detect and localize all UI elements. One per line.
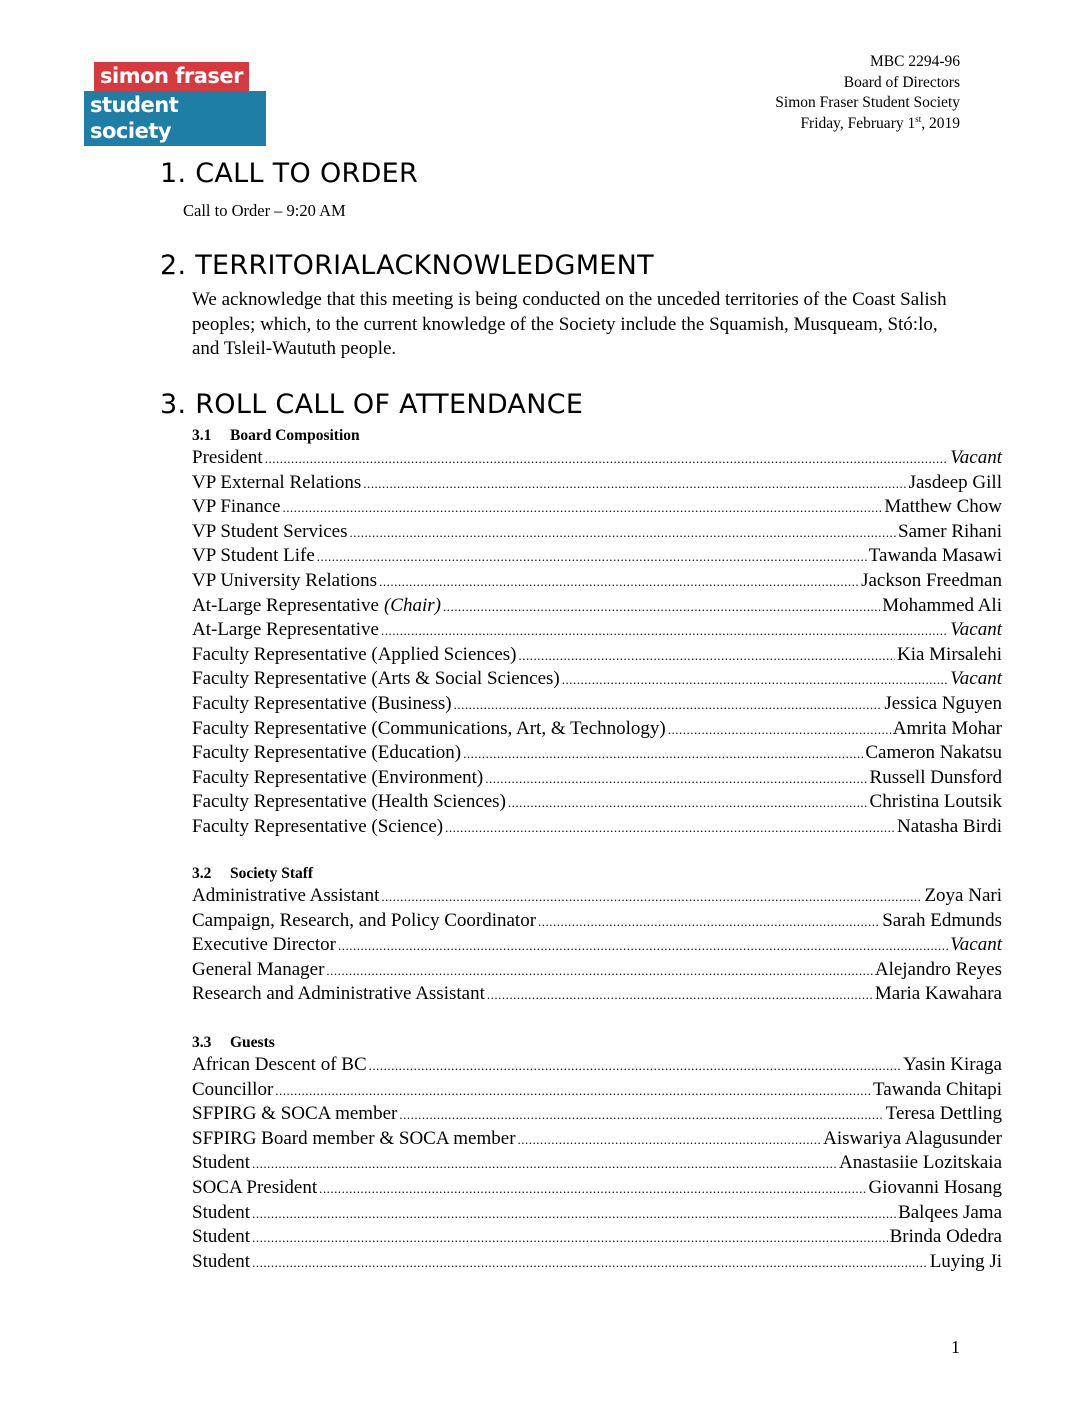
roster-role: Faculty Representative (Education) [192, 742, 462, 764]
date-prefix: Friday, February 1 [800, 114, 916, 132]
roster-name: Brinda Odedra [889, 1226, 1002, 1248]
roster-name: Balqees Jama [898, 1201, 1002, 1223]
roster-role: Faculty Representative (Applied Sciences) [192, 643, 517, 665]
roster-row [192, 1251, 1002, 1276]
roster-name: Vacant [950, 668, 1002, 690]
roster-row [192, 791, 1002, 816]
dot-leader [443, 599, 880, 615]
subhead-number: 3.1 [192, 427, 212, 444]
heading-roll-call: 3. ROLL CALL OF ATTENDANCE [160, 389, 584, 420]
page-number: 1 [951, 1337, 960, 1357]
subhead-title: Guests [230, 1034, 275, 1051]
roster-name: Sarah Edmunds [882, 909, 1002, 931]
roster-name: Jackson Freedman [861, 569, 1002, 591]
roster-row [192, 983, 1002, 1008]
roster-name: Vacant [950, 447, 1002, 468]
sfss-logo [84, 62, 266, 146]
roster-role: Student [192, 1152, 251, 1174]
roster-row [192, 959, 1002, 984]
dot-leader [252, 1156, 837, 1172]
dot-leader [399, 1107, 883, 1123]
roster-name: Russell Dunsford [869, 766, 1002, 788]
subhead-number: 3.2 [192, 865, 212, 882]
roster-role: VP External Relations [192, 471, 362, 493]
heading-call-to-order: 1. CALL TO ORDER [160, 158, 419, 189]
roster-role: Faculty Representative (Arts & Social Sciences) [192, 668, 560, 690]
roster-row [192, 447, 1002, 472]
dot-leader [363, 476, 906, 492]
roster-name: Matthew Chow [884, 496, 1002, 518]
roster-role: VP Finance [192, 496, 281, 518]
roster-name: Maria Kawahara [874, 983, 1002, 1005]
roster-row [192, 1202, 1002, 1227]
roster-role: SFPIRG & SOCA member [192, 1103, 398, 1125]
dot-leader [369, 1058, 901, 1074]
roster-role-note: (Chair) [383, 594, 441, 616]
roster-name: Cameron Nakatsu [865, 742, 1002, 764]
society-staff-list [192, 885, 1002, 1008]
roster-row [192, 644, 1002, 669]
roster-role: Faculty Representative (Communications, Art, & Technology) [192, 717, 666, 739]
subhead-title: Society Staff [230, 865, 314, 882]
dot-leader [265, 451, 949, 467]
dot-leader [487, 987, 873, 1003]
roster-row [192, 545, 1002, 570]
document-header [775, 52, 960, 134]
roster-role: At-Large Representative [192, 594, 379, 616]
doc-number: MBC 2294-96 [870, 53, 960, 70]
roster-role: President [192, 447, 263, 468]
roster-row [192, 1128, 1002, 1153]
roster-row [192, 595, 1002, 620]
roster-role: Administrative Assistant [192, 885, 380, 906]
roster-row [192, 619, 1002, 644]
subhead-guests [192, 1034, 275, 1052]
dot-leader [538, 914, 880, 930]
logo-line-1: simon fraser [94, 62, 249, 91]
roster-name: Amrita Mohar [892, 717, 1002, 739]
roster-role: Campaign, Research, and Policy Coordinator [192, 909, 537, 931]
roster-name: Christina Loutsik [869, 791, 1002, 813]
dot-leader [454, 697, 883, 713]
roster-role: VP Student Life [192, 545, 315, 567]
roster-name: Teresa Dettling [885, 1103, 1002, 1125]
roster-role: Faculty Representative (Health Sciences) [192, 791, 506, 813]
roster-role: African Descent of BC [192, 1054, 367, 1075]
call-to-order-text: Call to Order – 9:20 AM [183, 201, 346, 220]
dot-leader [485, 771, 867, 787]
roster-name: Jasdeep Gill [908, 471, 1002, 493]
roster-role: Faculty Representative (Business) [192, 692, 452, 714]
roster-row [192, 742, 1002, 767]
roster-role: Student [192, 1250, 251, 1272]
dot-leader [518, 1132, 822, 1148]
roster-name: Zoya Nari [924, 885, 1002, 906]
roster-name: Vacant [950, 934, 1002, 956]
roster-row [192, 1054, 1002, 1079]
roster-role: Student [192, 1201, 251, 1223]
roster-name: Aiswariya Alagusunder [823, 1127, 1002, 1149]
dot-leader [518, 648, 895, 664]
board-name: Board of Directors [843, 73, 960, 91]
subhead-society-staff [192, 865, 313, 883]
roster-row [192, 693, 1002, 718]
logo-line-2: student society [84, 91, 266, 146]
date-suffix-sup: st [915, 113, 922, 124]
roster-role: Student [192, 1226, 251, 1248]
roster-row [192, 1079, 1002, 1104]
roster-role: SFPIRG Board member & SOCA member [192, 1127, 516, 1149]
roster-name: Tawanda Chitapi [873, 1078, 1002, 1100]
roster-role: Faculty Representative (Environment) [192, 766, 484, 788]
roster-name: Kia Mirsalehi [896, 643, 1002, 665]
dot-leader [562, 672, 949, 688]
roster-row [192, 910, 1002, 935]
roster-row [192, 1152, 1002, 1177]
heading-territorial-acknowledgment: 2. TERRITORIALACKNOWLEDGMENT [160, 250, 654, 281]
roster-role: Executive Director [192, 934, 337, 956]
org-name: Simon Fraser Student Society [775, 94, 960, 111]
dot-leader [326, 963, 872, 979]
dot-leader [319, 1181, 866, 1197]
dot-leader [381, 623, 948, 639]
dot-leader [338, 938, 948, 954]
roster-role: At-Large Representative [192, 619, 379, 641]
dot-leader [252, 1230, 888, 1246]
roster-name: Samer Rihani [898, 520, 1002, 542]
roster-row [192, 472, 1002, 497]
roster-row [192, 570, 1002, 595]
dot-leader [317, 549, 867, 565]
roster-name: Vacant [950, 619, 1002, 641]
roster-name: Alejandro Reyes [874, 958, 1002, 980]
roster-name: Giovanni Hosang [868, 1176, 1002, 1198]
roster-row [192, 1177, 1002, 1202]
roster-role: General Manager [192, 958, 325, 980]
dot-leader [350, 525, 897, 541]
dot-leader [445, 820, 895, 836]
meeting-date [775, 114, 960, 135]
guests-list [192, 1054, 1002, 1275]
dot-leader [275, 1083, 871, 1099]
roster-name: Luying Ji [929, 1250, 1002, 1272]
dot-leader [668, 722, 891, 738]
roster-row [192, 1103, 1002, 1128]
roster-role: VP Student Services [192, 520, 348, 542]
roster-row [192, 521, 1002, 546]
subhead-board-composition [192, 427, 360, 445]
roster-name: Anastasiie Lozitskaia [838, 1152, 1002, 1174]
roster-role: Councillor [192, 1078, 274, 1100]
dot-leader [252, 1255, 928, 1271]
roster-name: Mohammed Ali [882, 594, 1002, 616]
dot-leader [381, 889, 922, 905]
roster-role: VP University Relations [192, 569, 378, 591]
territorial-acknowledgment-text: We acknowledge that this meeting is being conducted on the unceded territories of the Coast Salish peoples; which, to the current knowledge of the Society include the Squamish, Musqueam, Stó:lo, and Tsleil-Waututh people. [192, 289, 947, 359]
roster-row [192, 767, 1002, 792]
roster-row [192, 668, 1002, 693]
board-composition-list [192, 447, 1002, 841]
roster-row [192, 1226, 1002, 1251]
roster-name: Natasha Birdi [896, 815, 1002, 837]
roster-name: Jessica Nguyen [884, 692, 1002, 714]
roster-name: Yasin Kiraga [903, 1054, 1002, 1075]
roster-role: SOCA President [192, 1176, 318, 1198]
dot-leader [463, 746, 863, 762]
subhead-number: 3.3 [192, 1034, 212, 1051]
roster-role: Faculty Representative (Science) [192, 815, 444, 837]
dot-leader [282, 500, 882, 516]
dot-leader [508, 795, 868, 811]
roster-role: Research and Administrative Assistant [192, 983, 485, 1005]
roster-row [192, 816, 1002, 841]
roster-row [192, 718, 1002, 743]
dot-leader [379, 574, 859, 590]
dot-leader [252, 1206, 896, 1222]
date-year: , 2019 [921, 114, 960, 132]
roster-row [192, 496, 1002, 521]
roster-name: Tawanda Masawi [868, 545, 1002, 567]
roster-row [192, 934, 1002, 959]
roster-row [192, 885, 1002, 910]
subhead-title: Board Composition [230, 427, 360, 444]
